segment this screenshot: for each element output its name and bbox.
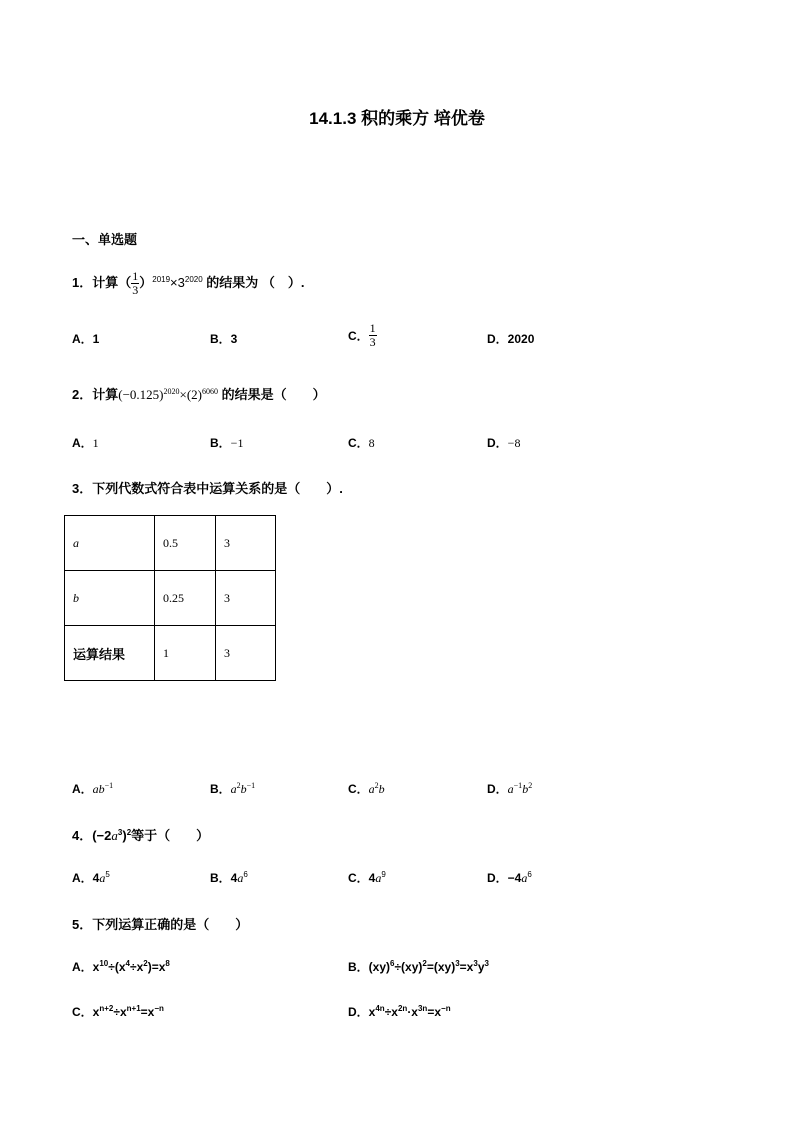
option-value: −8 <box>507 436 521 450</box>
option-rest: b <box>240 782 247 796</box>
option-label: D． <box>348 1005 369 1019</box>
question-2 <box>72 384 326 403</box>
q4-exp-out: 2 <box>126 828 132 837</box>
q3-option-b[interactable] <box>210 780 255 797</box>
table-cell: 0.25 <box>155 571 216 626</box>
option-exp: 2 <box>236 781 241 790</box>
question-1 <box>72 270 305 297</box>
q1-exp2: 2020 <box>184 274 203 284</box>
table-cell: 3 <box>216 626 276 681</box>
q1-option-d[interactable] <box>487 330 534 347</box>
q2-option-c[interactable] <box>348 434 375 451</box>
table-cell: 3 <box>216 516 276 571</box>
table-cell: b <box>65 571 155 626</box>
expr-exp: 10 <box>99 959 109 968</box>
q4-option-c[interactable] <box>348 869 386 886</box>
option-label: A． <box>72 436 93 450</box>
option-value: 1 <box>92 332 100 346</box>
option-coef: −4 <box>507 871 522 885</box>
expr-exp: 4n <box>375 1004 385 1013</box>
option-exp: 6 <box>243 870 248 879</box>
option-label: D． <box>487 332 508 346</box>
option-label: B． <box>348 960 369 974</box>
q1-option-b[interactable] <box>210 330 237 347</box>
table-row <box>65 516 276 571</box>
option-label: D． <box>487 782 508 796</box>
q5-option-a[interactable] <box>72 958 170 975</box>
option-label: D． <box>487 436 508 450</box>
expr-exp: n+1 <box>126 1004 141 1013</box>
section-heading: 一、单选题 <box>72 232 138 247</box>
option-base: ab <box>92 782 105 796</box>
expr-part: ÷x <box>384 1005 398 1019</box>
option-exp: 6 <box>527 870 532 879</box>
table-cell: 3 <box>216 571 276 626</box>
option-label: D． <box>487 871 508 885</box>
table-cell: 运算结果 <box>65 626 155 681</box>
q3-table <box>64 515 276 681</box>
expr-exp: 3n <box>417 1004 428 1013</box>
page-title: 14.1.3 积的乘方 培优卷 <box>309 109 485 128</box>
expr-exp: 8 <box>165 959 170 968</box>
expr-exp: 3 <box>473 959 478 968</box>
option-value: 2020 <box>507 332 535 346</box>
option-label: C． <box>72 1005 93 1019</box>
expr-part: ÷(xy) <box>394 960 423 974</box>
expr-exp: 2 <box>422 959 427 968</box>
option-exp: 5 <box>105 870 110 879</box>
option-label: C． <box>348 782 369 796</box>
q2-option-d[interactable] <box>487 434 520 451</box>
expr-exp: 2 <box>143 959 148 968</box>
option-value: 1 <box>92 436 99 450</box>
option-label: B． <box>210 332 231 346</box>
option-label: B． <box>210 782 231 796</box>
q2-prefix: 2．计算 <box>72 387 119 402</box>
expr-exp: n+2 <box>99 1004 114 1013</box>
expr-exp: −n <box>441 1004 451 1013</box>
q2-exp-b: 6060 <box>201 387 218 396</box>
question-5: 5．下列运算正确的是（ ） <box>72 917 249 932</box>
expr-part: =x <box>427 1005 442 1019</box>
option-label: B． <box>210 436 231 450</box>
option-fraction <box>369 322 377 349</box>
expr-exp: 4 <box>125 959 130 968</box>
table-row <box>65 571 276 626</box>
option-base: a <box>230 782 237 796</box>
expr-exp: 2n <box>397 1004 408 1013</box>
q1-prefix: 1．计算（ <box>72 274 132 290</box>
option-label: C． <box>348 871 369 885</box>
option-label: A． <box>72 782 93 796</box>
q4-prefix: 4．(−2 <box>72 828 112 843</box>
expr-exp: 6 <box>390 959 395 968</box>
q3-option-c[interactable] <box>348 780 385 797</box>
table-cell: 1 <box>155 626 216 681</box>
table-cell: a <box>65 516 155 571</box>
option-label: B． <box>210 871 231 885</box>
expr-part: =(xy) <box>426 960 456 974</box>
expr-part: ÷x <box>113 1005 127 1019</box>
q1-times-base: ×3 <box>170 274 185 290</box>
expr-part: x <box>92 960 100 974</box>
option-base: a <box>507 782 514 796</box>
expr-part: (xy) <box>368 960 391 974</box>
q5-option-c[interactable] <box>72 1003 164 1020</box>
option-base: a <box>368 782 375 796</box>
option-rest: b <box>522 782 529 796</box>
option-exp: −1 <box>104 781 114 790</box>
option-label: A． <box>72 871 93 885</box>
option-value: 3 <box>230 332 238 346</box>
option-exp2: 2 <box>528 781 533 790</box>
q2-exp-a: 2020 <box>163 387 180 396</box>
option-label: C． <box>348 436 369 450</box>
table-cell: 0.5 <box>155 516 216 571</box>
q1-suffix: 的结果为 （ ）. <box>206 274 305 290</box>
option-value: 8 <box>368 436 375 450</box>
q4-mid: ) <box>122 828 127 843</box>
expr-part: =x <box>459 960 474 974</box>
option-frac-den: 3 <box>369 335 376 349</box>
option-exp: −1 <box>513 781 523 790</box>
expr-part: x <box>92 1005 100 1019</box>
option-coef: 4 <box>368 871 376 885</box>
question-3: 3．下列代数式符合表中运算关系的是（ ）. <box>72 481 343 496</box>
expr-exp: 3 <box>484 959 489 968</box>
option-exp: 9 <box>381 870 386 879</box>
q2-expr-a: (−0.125) <box>118 387 164 402</box>
expr-part: ÷x <box>129 960 144 974</box>
option-var: a <box>375 871 382 885</box>
option-label: A． <box>72 960 93 974</box>
q4-option-b[interactable] <box>210 869 248 886</box>
option-frac-num: 1 <box>369 321 376 335</box>
expr-part: y <box>477 960 485 974</box>
expr-part: x <box>368 1005 376 1019</box>
option-value: −1 <box>230 436 244 450</box>
expr-part: =x <box>140 1005 155 1019</box>
q1-frac-den: 3 <box>132 283 139 297</box>
q3-option-a[interactable] <box>72 780 113 797</box>
q4-option-d[interactable] <box>487 869 532 886</box>
expr-part: ÷(x <box>108 960 126 974</box>
q1-close: ） <box>139 274 153 290</box>
question-4 <box>72 825 209 844</box>
q3-option-d[interactable] <box>487 780 532 797</box>
expr-part: ·x <box>407 1005 418 1019</box>
q5-option-d[interactable] <box>348 1003 451 1020</box>
q1-option-c[interactable] <box>348 322 377 349</box>
q2-expr-b: ×(2) <box>179 387 202 402</box>
q2-suffix: 的结果是（ ） <box>221 387 326 402</box>
q1-exp1: 2019 <box>152 274 171 284</box>
q5-option-b[interactable] <box>348 958 489 975</box>
table-row <box>65 626 276 681</box>
option-label: A． <box>72 332 93 346</box>
option-exp: 2 <box>374 781 379 790</box>
option-rest: b <box>378 782 385 796</box>
q2-option-b[interactable] <box>210 434 243 451</box>
q4-exp-in: 3 <box>117 828 123 837</box>
option-label: C． <box>348 329 369 343</box>
option-var: a <box>99 871 106 885</box>
option-exp2: −1 <box>246 781 256 790</box>
expr-exp: 3 <box>455 959 460 968</box>
q1-option-a[interactable] <box>72 330 99 347</box>
q4-option-a[interactable] <box>72 869 110 886</box>
option-coef: 4 <box>230 871 238 885</box>
q4-suffix: 等于（ ） <box>131 828 210 843</box>
q2-option-a[interactable] <box>72 434 99 451</box>
q1-frac-num: 1 <box>132 269 139 283</box>
option-coef: 4 <box>92 871 100 885</box>
expr-part: )=x <box>147 960 166 974</box>
expr-exp: −n <box>154 1004 164 1013</box>
option-var: a <box>237 871 244 885</box>
option-var: a <box>521 871 528 885</box>
q4-var: a <box>111 828 118 843</box>
